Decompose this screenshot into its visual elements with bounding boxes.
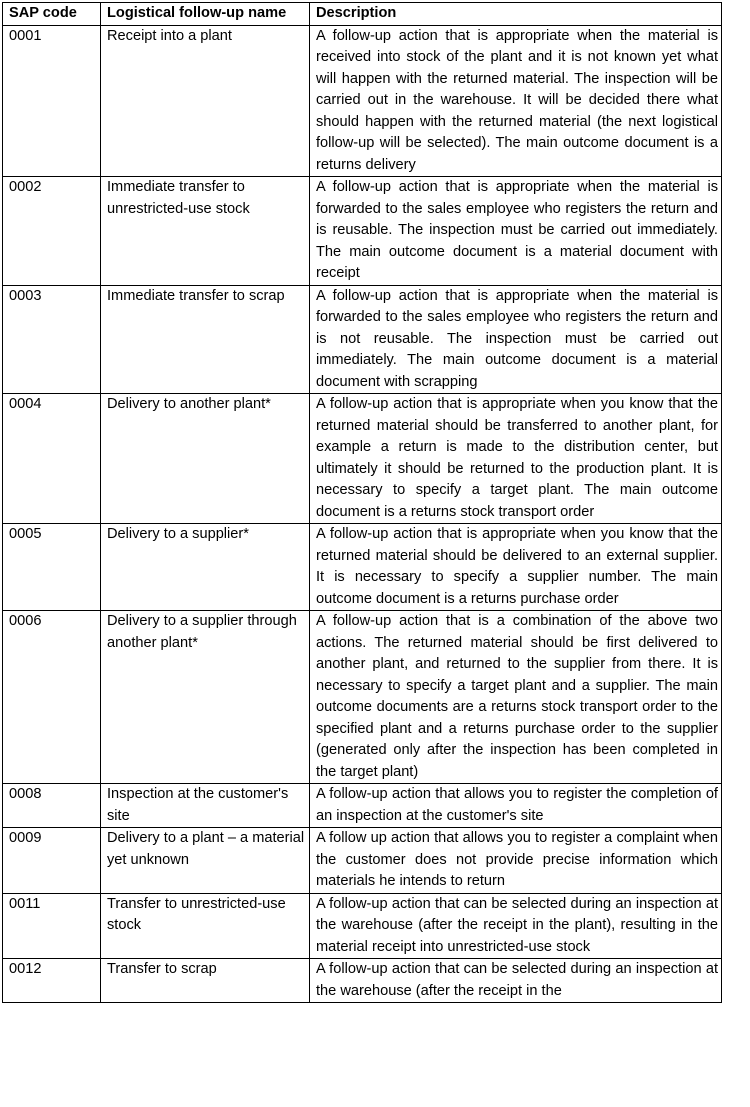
- cell-code: 0002: [3, 177, 101, 286]
- cell-name: Delivery to a supplier through another plant*: [101, 611, 310, 784]
- cell-description: A follow-up action that can be selected during an inspection at the warehouse (after the receipt in the: [310, 959, 722, 1003]
- cell-description: A follow-up action that is a combination of the above two actions. The returned material should be first delivered to another plant, and returned to the supplier from there. It is necessary to specify a target plant and a supplier. The main outcome documents are a returns stock transport order to the specified plant and a returns purchase order to the supplier (generated only after the inspection has been completed in the target plant): [310, 611, 722, 784]
- cell-description: A follow-up action that is appropriate when the material is forwarded to the sales employee who registers the return and is reusable. The inspection must be carried out immediately. The main outcome document is a material document with receipt: [310, 177, 722, 286]
- cell-code: 0003: [3, 285, 101, 394]
- cell-name: Receipt into a plant: [101, 25, 310, 177]
- cell-description: A follow-up action that is appropriate when you know that the returned material should be delivered to an external supplier. It is necessary to specify a supplier number. The main outcome document is a returns purchase order: [310, 524, 722, 611]
- cell-name: Immediate transfer to scrap: [101, 285, 310, 394]
- cell-code: 0009: [3, 828, 101, 894]
- table-row: [3, 893, 722, 959]
- cell-name: Delivery to a plant – a material yet unknown: [101, 828, 310, 894]
- table-row: [3, 611, 722, 784]
- cell-name: Delivery to another plant*: [101, 394, 310, 524]
- cell-description: A follow up action that allows you to register a complaint when the customer does not provide precise information which materials he intends to return: [310, 828, 722, 894]
- cell-code: 0006: [3, 611, 101, 784]
- table-row: [3, 285, 722, 394]
- cell-name: Immediate transfer to unrestricted-use stock: [101, 177, 310, 286]
- cell-name: Transfer to unrestricted-use stock: [101, 893, 310, 959]
- table-row: [3, 524, 722, 611]
- table-row: [3, 394, 722, 524]
- cell-code: 0011: [3, 893, 101, 959]
- cell-description: A follow-up action that can be selected during an inspection at the warehouse (after the receipt in the plant), resulting in the material receipt into unrestricted-use stock: [310, 893, 722, 959]
- cell-code: 0012: [3, 959, 101, 1003]
- table-row: [3, 828, 722, 894]
- cell-code: 0005: [3, 524, 101, 611]
- cell-code: 0004: [3, 394, 101, 524]
- header-sap-code: SAP code: [3, 3, 101, 26]
- table-header-row: [3, 3, 722, 26]
- cell-name: Transfer to scrap: [101, 959, 310, 1003]
- cell-name: Inspection at the customer's site: [101, 784, 310, 828]
- cell-description: A follow-up action that is appropriate when the material is received into stock of the plant and it is not known yet what will happen with the returned material. The inspection will be carried out in the warehouse. It will be decided there what should happen with the returned material (the next logistical follow-up will be selected). The main outcome document is a returns delivery: [310, 25, 722, 177]
- header-followup-name: Logistical follow-up name: [101, 3, 310, 26]
- cell-code: 0008: [3, 784, 101, 828]
- header-description: Description: [310, 3, 722, 26]
- table-row: [3, 25, 722, 177]
- cell-code: 0001: [3, 25, 101, 177]
- cell-description: A follow-up action that allows you to register the completion of an inspection at the customer's site: [310, 784, 722, 828]
- table-row: [3, 959, 722, 1003]
- followup-table: [2, 2, 722, 1003]
- table-row: [3, 177, 722, 286]
- cell-description: A follow-up action that is appropriate when you know that the returned material should be transferred to another plant, for example a return is made to the distribution center, but ultimately it should be returned to the production plant. It is necessary to specify a target plant. The main outcome document is a returns stock transport order: [310, 394, 722, 524]
- table-row: [3, 784, 722, 828]
- cell-description: A follow-up action that is appropriate when the material is forwarded to the sales employee who registers the return and is not reusable. The inspection must be carried out immediately. The main outcome document is a material document with scrapping: [310, 285, 722, 394]
- cell-name: Delivery to a supplier*: [101, 524, 310, 611]
